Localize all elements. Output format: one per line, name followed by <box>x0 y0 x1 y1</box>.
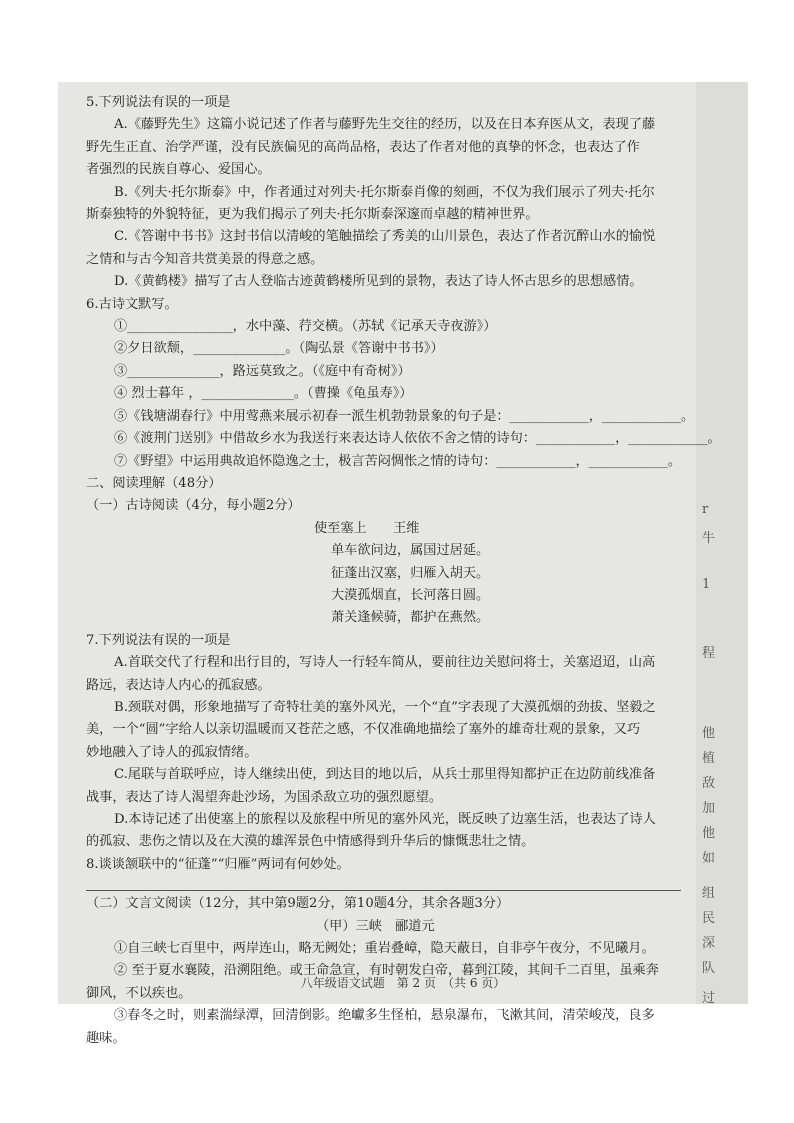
q7-option-d: 的孤寂、悲伤之情以及在大漠的雄浑景色中情感得到升华后的慷慨悲壮之情。 <box>86 834 535 850</box>
q5-option-b: B.《列夫·托尔斯泰》中，作者通过对列夫·托尔斯泰肖像的刻画，不仅为我们展示了列夫·托尔 <box>114 184 655 200</box>
side-char: 队 <box>702 961 716 976</box>
exam-content <box>86 92 721 1050</box>
q5-option-c: C.《答谢中书书》这封书信以清峻的笔触描绘了秀美的山川景色，表达了作者沉醉山水的愉悦 <box>114 229 656 245</box>
passage-para-2: ② 至于夏水襄陵，沿溯阻绝。或王命急宣，有时朝发白帝，暮到江陵，其间千二百里，虽乘奔 <box>114 963 659 979</box>
side-char: 牛 <box>702 531 716 546</box>
side-char: 如 <box>702 851 716 866</box>
side-char: 他 <box>702 726 716 741</box>
poem-line: 萧关逢候骑，都护在燕然。 <box>331 610 490 626</box>
divider <box>86 890 681 891</box>
q6-item: ①________________，水中藻、荇交横。（苏轼《记承天寺夜游》） <box>114 319 497 335</box>
question-5-title: 5.下列说法有误的一项是 <box>86 95 231 110</box>
side-char: 程 <box>702 646 716 661</box>
poem-line: 征蓬出汉塞，归雁入胡天。 <box>331 565 490 581</box>
part-2-heading: （二）文言文阅读（12分，其中第9题2分，第10题4分，其余各题3分） <box>86 896 510 912</box>
adjacent-page-edge <box>696 82 748 1004</box>
part-1-heading: （一）古诗阅读（4分，每小题2分） <box>86 498 301 514</box>
side-char: 组 <box>702 886 716 901</box>
q7-option-b: B.颈联对偶，形象地描写了奇特壮美的塞外风光，一个“直”字表现了大漠孤烟的劲拔、坚毅之 <box>114 699 656 715</box>
side-char: 他 <box>702 826 716 841</box>
q6-item: ⑤《钱塘湖春行》中用莺燕来展示初春一派生机勃勃景象的句子是：____________，____________。 <box>114 408 695 424</box>
q7-option-a: A.首联交代了行程和出行目的，写诗人一行轻车简从，要前往边关慰问将士，关塞迢迢，山高 <box>114 655 656 671</box>
q5-option-b: 斯泰独特的外貌特征，更为我们揭示了列夫·托尔斯泰深邃而卓越的精神世界。 <box>86 207 539 223</box>
question-7-title: 7.下列说法有误的一项是 <box>86 632 231 648</box>
q7-option-c: 战事，表达了诗人渴望奔赴沙场，为国杀敌立功的强烈愿望。 <box>86 789 443 805</box>
poem-line: 大漠孤烟直，长河落日圆。 <box>331 587 490 603</box>
q7-option-b: 美，一个“圆”字给人以亲切温暖而又苍茫之感，不仅准确地描绘了塞外的雄奇壮观的景象，又巧 <box>86 722 641 738</box>
side-char: 深 <box>702 936 716 951</box>
poem-title: 使至塞上 王维 <box>314 520 420 536</box>
question-8: 8.谈谈颔联中的“征蓬”“归雁”两词有何妙处。 <box>86 856 350 872</box>
q6-item: ⑦《野望》中运用典故追怀隐逸之士，极言苦闷惆怅之情的诗句：____________，____________。 <box>114 453 682 469</box>
q5-option-a: 者强烈的民族自尊心、爱国心。 <box>86 162 271 178</box>
q5-option-c: 之情和与古今知音共赏美景的得意之感。 <box>86 251 324 267</box>
side-char: r <box>702 502 709 517</box>
side-char: 加 <box>702 801 716 816</box>
passage-para-3: 趣味。 <box>86 1030 126 1046</box>
q7-option-d: D.本诗记述了出使塞上的旅程以及旅程中所见的塞外风光，既反映了边塞生活，也表达了诗人 <box>114 812 656 827</box>
q7-option-c: C.尾联与首联呼应，诗人继续出使，到达目的地以后，从兵士那里得知都护正在边防前线准备 <box>114 767 656 783</box>
q7-option-a: 路远，表达诗人内心的孤寂感。 <box>86 677 271 693</box>
side-char: 敌 <box>702 776 716 791</box>
side-char: 民 <box>702 911 716 926</box>
q6-item: ⑥《渡荆门送别》中借故乡水为我送行来表达诗人依依不舍之情的诗句：____________，____________。 <box>114 431 721 447</box>
q5-option-a: 野先生正直、治学严谨，没有民族偏见的高尚品格，表达了作者对他的真挚的怀念，也表达了作 <box>86 139 640 155</box>
q6-item: ④ 烈士暮年 ，______________。（曹操《龟虽寿》） <box>114 386 413 402</box>
q6-item: ③______________，路远莫致之。（《庭中有奇树》） <box>114 363 411 379</box>
side-char: 植 <box>702 751 716 766</box>
q6-item: ②夕日欲颓，______________。（陶弘景《答谢中书书》） <box>114 341 444 357</box>
poem-line: 单车欲问边，属国过居延。 <box>331 543 490 559</box>
spacer <box>86 876 694 886</box>
side-char: 过 <box>702 991 716 1006</box>
section-2-heading: 二、阅读理解（48分） <box>86 475 222 491</box>
passage-title: （甲）三峡 郦道元 <box>316 918 435 934</box>
scanned-page <box>58 82 748 1046</box>
q7-option-b: 妙地融入了诗人的孤寂情绪。 <box>86 744 258 760</box>
passage-para-3: ③春冬之时，则素湍绿潭，回清倒影。绝巘多生怪柏，悬泉瀑布，飞漱其间，清荣峻茂，良多 <box>114 1008 655 1024</box>
q5-option-d: D.《黄鹤楼》描写了古人登临古迹黄鹤楼所见到的景物，表达了诗人怀古思乡的思想感情。 <box>114 274 643 290</box>
question-6-title: 6.古诗文默写。 <box>86 296 178 312</box>
page-footer: 八年级语文试题 第 2 页 （共 6 页） <box>300 976 506 990</box>
q5-option-a: A.《藤野先生》这篇小说记述了作者与藤野先生交往的经历，以及在日本弃医从文，表现了藤 <box>114 117 656 133</box>
passage-para-2: 御风，不以疾也。 <box>86 985 192 1001</box>
passage-para-1: ①自三峡七百里中，两岸连山，略无阙处；重岩叠嶂，隐天蔽日，自非亭午夜分，不见曦月。 <box>114 941 655 957</box>
side-char: 1 <box>702 577 711 592</box>
